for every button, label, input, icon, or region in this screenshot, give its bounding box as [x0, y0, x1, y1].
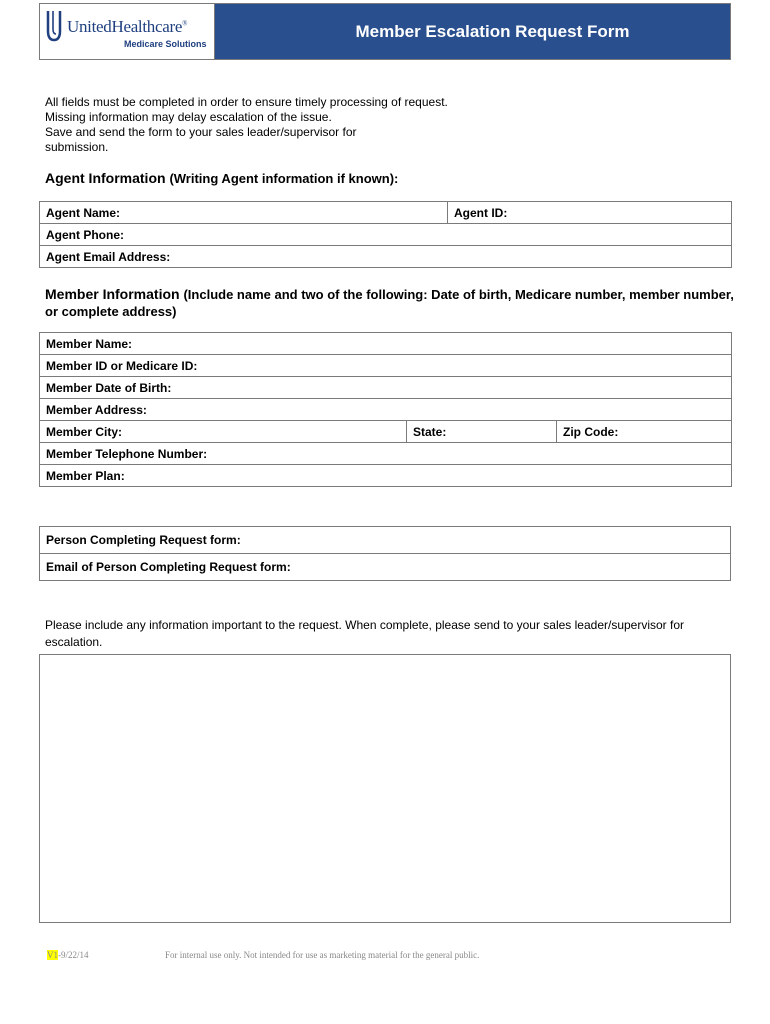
agent-section-title: Agent Information: [45, 170, 166, 186]
agent-email-field[interactable]: Agent Email Address:: [40, 246, 732, 268]
member-address-field[interactable]: Member Address:: [40, 399, 732, 421]
member-section-note: (Include name and two of the following: Date of birth, Medicare number, member number, or complete address): [45, 287, 734, 319]
agent-name-field[interactable]: Agent Name:: [40, 202, 448, 224]
member-plan-field[interactable]: Member Plan:: [40, 465, 732, 487]
form-header: [39, 3, 731, 60]
member-city-field[interactable]: Member City:: [40, 421, 407, 443]
unitedhealthcare-logo: [40, 4, 215, 59]
instruction-line: All fields must be completed in order to ensure timely processing of request.: [45, 95, 448, 109]
member-state-field[interactable]: State:: [407, 421, 557, 443]
member-section-heading: [45, 286, 735, 320]
agent-id-field[interactable]: Agent ID:: [448, 202, 732, 224]
member-dob-field[interactable]: Member Date of Birth:: [40, 377, 732, 399]
logo-subtitle: Medicare Solutions: [124, 39, 207, 49]
agent-phone-field[interactable]: Agent Phone:: [40, 224, 732, 246]
title-bar: [215, 4, 730, 59]
member-name-field[interactable]: Member Name:: [40, 333, 732, 355]
instruction-line: submission.: [45, 140, 109, 154]
instruction-line: Missing information may delay escalation of the issue.: [45, 110, 332, 124]
member-section-title: Member Information: [45, 286, 180, 302]
version-label: [47, 950, 89, 960]
version-date: -9/22/14: [58, 950, 89, 960]
instructions: [45, 95, 448, 155]
member-id-field[interactable]: Member ID or Medicare ID:: [40, 355, 732, 377]
registered-mark: ®: [182, 19, 188, 28]
member-phone-field[interactable]: Member Telephone Number:: [40, 443, 732, 465]
person-name-field[interactable]: Person Completing Request form:: [40, 527, 731, 554]
agent-section-heading: [45, 170, 398, 187]
person-completing-table: [39, 526, 731, 581]
member-zip-field[interactable]: Zip Code:: [557, 421, 732, 443]
agent-info-table: [39, 201, 732, 268]
request-note: Please include any information important to the request. When complete, please send to your sales leader/supervisor for escalation.: [45, 618, 685, 649]
instruction-line: Save and send the form to your sales leader/supervisor for: [45, 125, 357, 139]
additional-info-textarea[interactable]: [39, 654, 731, 923]
agent-section-note: (Writing Agent information if known):: [169, 171, 399, 186]
member-info-table: [39, 332, 732, 487]
form-title: Member Escalation Request Form: [355, 21, 630, 41]
version-highlight: V1: [47, 950, 58, 960]
uhc-u-icon: [45, 9, 63, 43]
disclaimer: For internal use only. Not intended for use as marketing material for the general public.: [165, 950, 480, 960]
person-email-field[interactable]: Email of Person Completing Request form:: [40, 554, 731, 581]
logo-name: UnitedHealthcare: [67, 17, 183, 36]
